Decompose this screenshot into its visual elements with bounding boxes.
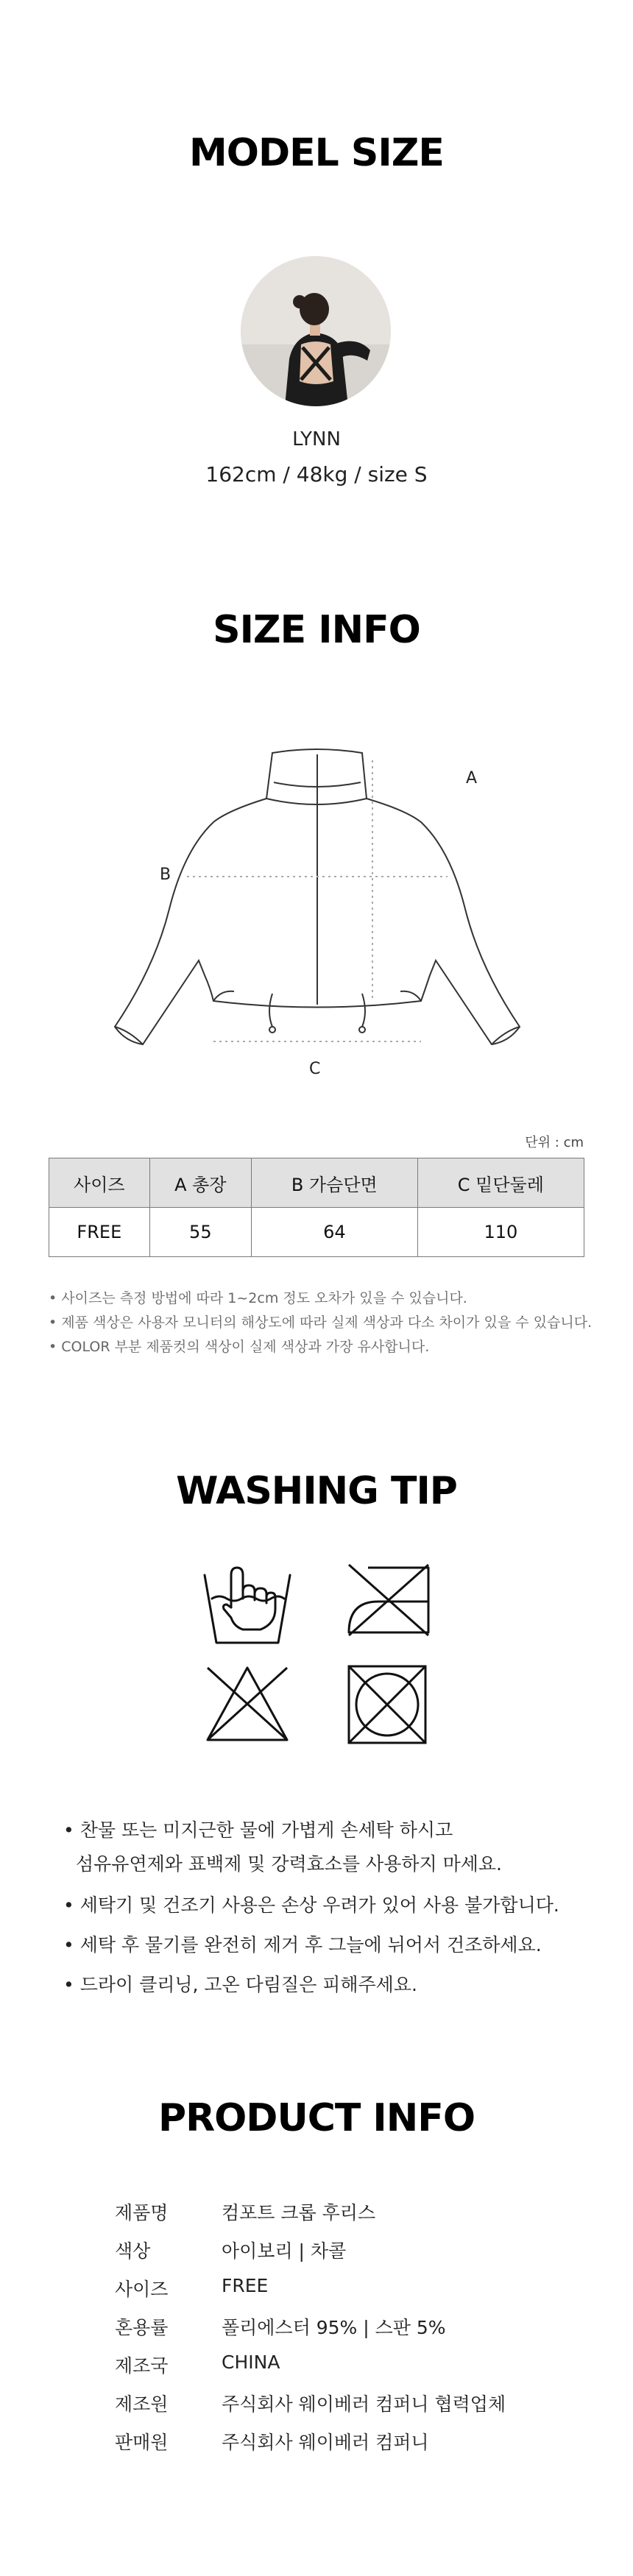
product-info-value: 컴포트 크롭 후리스 (222, 2202, 376, 2223)
size-table-header-row (49, 1158, 584, 1208)
product-info-label: 제조국 (115, 2355, 169, 2377)
product-info-value: 폴리에스터 95% | 스판 5% (222, 2317, 446, 2338)
washing-tip-text: • 드라이 클리닝, 고온 다림질은 피해주세요. (63, 1974, 417, 1995)
washing-tip-text: 섬유유연제와 표백제 및 강력효소를 사용하지 마세요. (76, 1853, 502, 1875)
model-photo (241, 256, 391, 406)
product-info-title: PRODUCT INFO (158, 2096, 475, 2140)
size-note: • 사이즈는 측정 방법에 따라 1~2cm 정도 오차가 있을 수 있습니다. (49, 1290, 467, 1306)
product-info-value: 주식회사 웨이베러 컴퍼니 협력업체 (222, 2393, 506, 2415)
hand-wash-icon (202, 1562, 293, 1647)
washing-tip-title: WASHING TIP (176, 1469, 457, 1513)
dimension-label-c: C (309, 1060, 321, 1078)
size-table-cell: 55 (149, 1208, 251, 1257)
product-info-label: 제품명 (115, 2202, 169, 2223)
size-table-cell: FREE (49, 1208, 150, 1257)
size-table (49, 1158, 584, 1257)
product-info-label: 사이즈 (115, 2279, 169, 2300)
product-info-value: 아이보리 | 차콜 (222, 2240, 347, 2262)
do-not-iron-icon (346, 1562, 431, 1638)
model-spec: 162cm / 48kg / size S (205, 462, 428, 486)
model-photo-image (241, 256, 391, 406)
product-info-label: 판매원 (115, 2432, 169, 2453)
size-note: • COLOR 부분 제품컷의 색상이 실제 색상과 가장 유사합니다. (49, 1339, 430, 1355)
product-info-value: CHINA (222, 2352, 280, 2373)
washing-tip-text: • 세탁기 및 건조기 사용은 손상 우려가 있어 사용 불가합니다. (63, 1894, 559, 1916)
product-info-value: FREE (222, 2275, 269, 2296)
size-table-header: 사이즈 (49, 1158, 150, 1208)
dimension-label-a: A (466, 769, 478, 788)
size-table-row (49, 1208, 584, 1257)
product-info-label: 혼용률 (115, 2317, 169, 2338)
product-info-label: 색상 (115, 2240, 151, 2262)
size-table-cell: 64 (251, 1208, 417, 1257)
size-table-header: B 가슴단면 (251, 1158, 417, 1208)
size-table-cell: 110 (417, 1208, 584, 1257)
model-size-title: MODEL SIZE (189, 131, 444, 175)
product-info-value: 주식회사 웨이베러 컴퍼니 (222, 2432, 429, 2453)
size-table-header: C 밑단둘레 (417, 1158, 584, 1208)
size-note: • 제품 색상은 사용자 모니터의 해상도에 따라 실제 색상과 다소 차이가 있을 수 있습니다. (49, 1314, 593, 1331)
do-not-bleach-icon (203, 1663, 291, 1744)
washing-tip-text: • 세탁 후 물기를 완전히 제거 후 그늘에 뉘어서 건조하세요. (63, 1934, 542, 1956)
size-table-header: A 총장 (149, 1158, 251, 1208)
unit-label: 단위 : cm (525, 1135, 584, 1150)
size-info-title: SIZE INFO (213, 608, 420, 652)
model-name: LYNN (292, 428, 341, 450)
washing-tip-text: • 찬물 또는 미지근한 물에 가볍게 손세탁 하시고 (63, 1819, 453, 1841)
product-info-label: 제조원 (115, 2393, 169, 2415)
dimension-label-b: B (160, 866, 171, 884)
do-not-tumble-dry-icon (346, 1663, 428, 1746)
